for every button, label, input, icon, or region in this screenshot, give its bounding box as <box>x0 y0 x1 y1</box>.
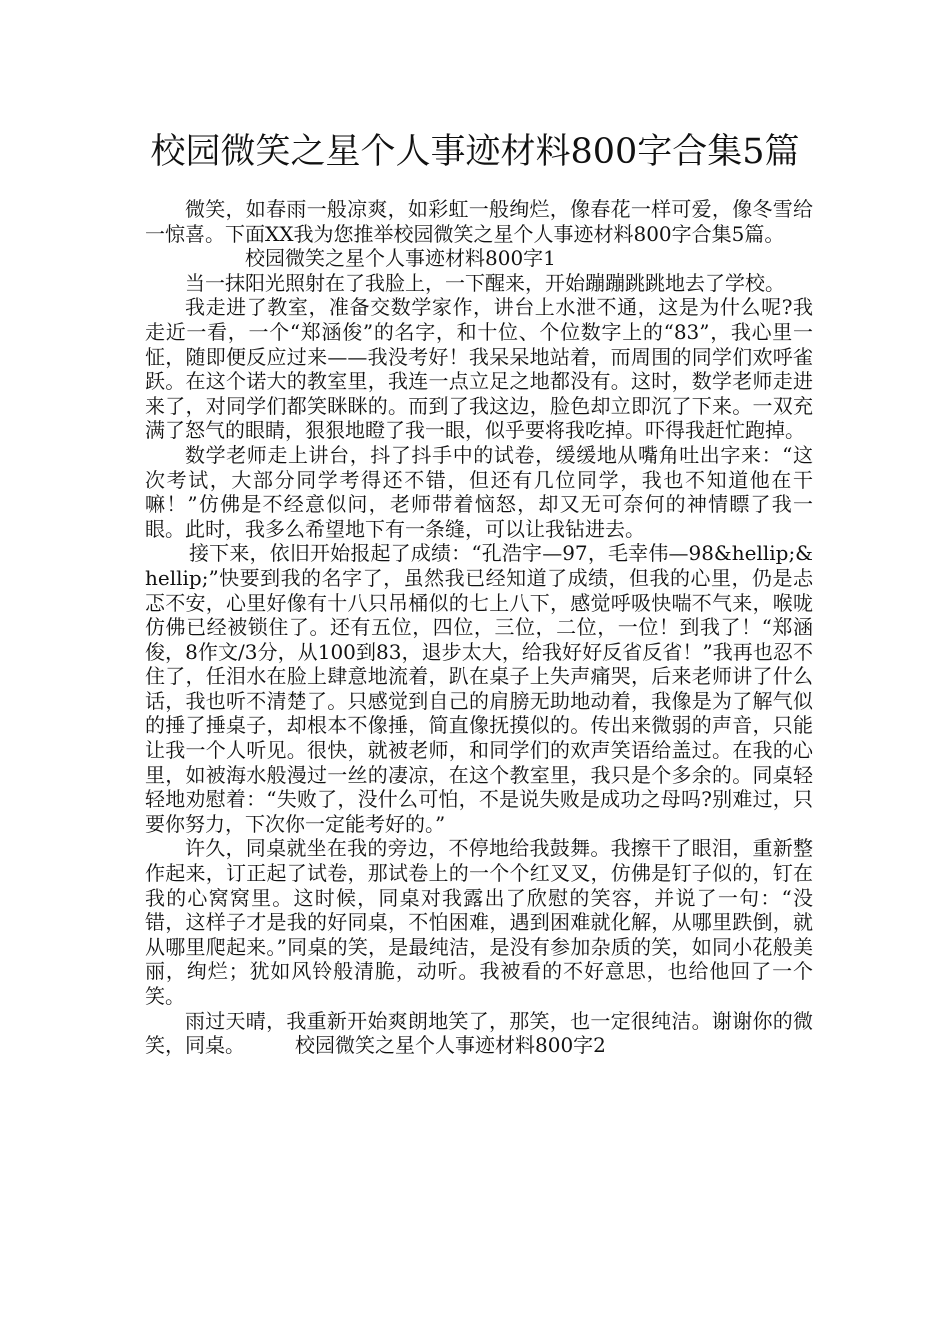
paragraph: 雨过天晴，我重新开始爽朗地笑了，那笑，也一定很纯洁。谢谢你的微笑，同桌。 校园微笑之星个人事迹材料800字2 <box>145 1008 813 1058</box>
paragraph: 微笑，如春雨一般凉爽，如彩虹一般绚烂，像春花一样可爱，像冬雪给一惊喜。下面XX我为您推举校园微笑之星个人事迹材料800字合集5篇。 <box>145 197 813 246</box>
paragraph: 数学老师走上讲台，抖了抖手中的试卷，缓缓地从嘴角吐出字来：“这次考试，大部分同学考得还不错，但还有几位同学，我也不知道他在干嘛！”仿佛是不经意似问，老师带着恼怒，却又无可奈何的神情瞟了我一眼。此时，我多么希望地下有一条缝，可以让我钻进去。 <box>145 442 813 541</box>
section-heading: 校园微笑之星个人事迹材料800字1 <box>245 246 556 271</box>
paragraph: 当一抹阳光照射在了我脸上，一下醒来，开始蹦蹦跳跳地去了学校。 <box>185 270 785 295</box>
paragraph: 我走进了教室，准备交数学家作，讲台上水泄不通，这是为什么呢?我走近一看，一个“郑涵俊”的名字，和十位、个位数字上的“83”，我心里一怔，随即便反应过来——我没考好！我呆呆地站着，而周围的同学们欢呼雀跃。在这个诺大的教室里，我连一点立足之地都没有。这时，数学老师走进来了，对同学们都笑眯眯的。而到了我这边，脸色却立即沉了下来。一双充满了怒气的眼睛，狠狠地瞪了我一眼，似乎要将我吃掉。吓得我赶忙跑掉。 <box>145 295 813 443</box>
document-body <box>145 197 813 1058</box>
paragraph: 接下来，依旧开始报起了成绩：“孔浩宇—97，毛幸伟—98&hellip;&hellip;”快要到我的名字了，虽然我已经知道了成绩，但我的心里，仍是忐忑不安，心里好像有十八只吊桶似的七上八下，感觉呼吸快喘不气来，喉咙仿佛已经被锁住了。还有五位，四位，三位，二位，一位！到我了！“郑涵俊，8作文/3分，从100到83，退步太大，给我好好反省反省！”我再也忍不住了，任泪水在脸上肆意地流着，趴在桌子上失声痛哭，后来老师讲了什么话，我也听不清楚了。只感觉到自己的肩膀无助地动着，我像是为了解气似的捶了捶桌子，却根本不像捶，简直像抚摸似的。传出来微弱的声音，只能让我一个人听见。很快，就被老师，和同学们的欢声笑语给盖过。在我的心里，如被海水般漫过一丝的凄凉，在这个教室里，我只是个多余的。同桌轻轻地劝慰着：“失败了，没什么可怕，不是说失败是成功之母吗?别难过，只要你努力，下次你一定能考好的。” <box>145 541 813 836</box>
document-title: 校园微笑之星个人事迹材料800字合集5篇 <box>150 132 800 172</box>
paragraph: 许久，同桌就坐在我的旁边，不停地给我鼓舞。我擦干了眼泪，重新整作起来，订正起了试卷，那试卷上的一个个红叉叉，仿佛是钉子似的，钉在我的心窝窝里。这时候，同桌对我露出了欣慰的笑容，并说了一句：“没错，这样子才是我的好同桌，不怕困难，遇到困难就化解，从哪里跌倒，就从哪里爬起来。”同桌的笑，是最纯洁，是没有参加杂质的笑，如同小花般美丽，绚烂；犹如风铃般清脆，动听。我被看的不好意思，也给他回了一个笑。 <box>145 836 813 1008</box>
